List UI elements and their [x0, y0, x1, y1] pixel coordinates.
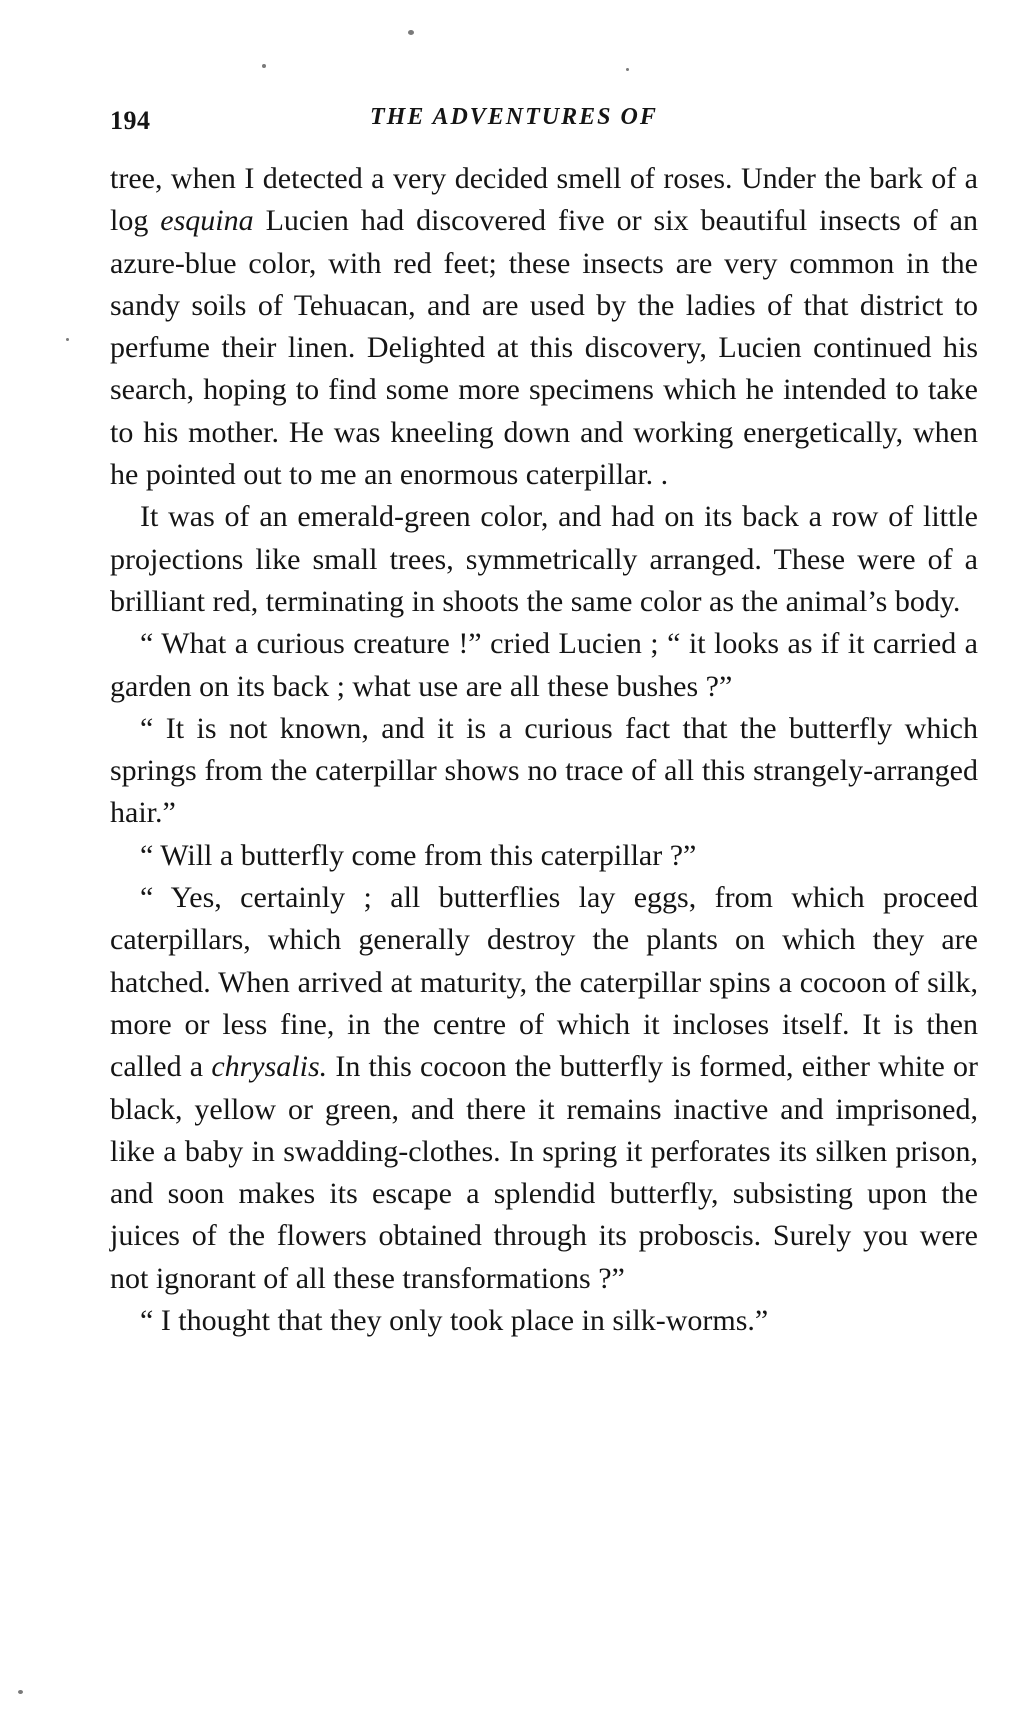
paragraph — [110, 158, 978, 496]
text-segment: “ Yes, certainly ; all butterflies lay eggs, from which proceed caterpillars, which generally destroy the plants on which they are hatched. When arrived at maturity, the caterpillar spins a cocoon of silk, more or less fine, in the centre of which it incloses itself. It is then called a — [110, 881, 978, 1084]
italic-term-chrysalis: chrysalis. — [211, 1050, 328, 1084]
text-segment: It was of an emerald-green color, and had on its back a row of little projections like small trees, symmetrically arranged. These were of a brilliant red, terminating in shoots the same color as the animal’s body. — [110, 500, 978, 618]
scan-speck — [262, 64, 266, 68]
text-segment: “ Will a butterfly come from this caterpillar ?” — [140, 838, 697, 872]
scan-speck — [626, 68, 629, 71]
running-title: THE ADVENTURES OF — [370, 104, 658, 130]
text-segment: “ It is not known, and it is a curious fact that the butterfly which springs from the caterpillar shows no trace of all this strangely-arranged hair.” — [110, 711, 978, 830]
paragraph — [110, 623, 978, 708]
paragraph — [110, 835, 978, 877]
page-number: 194 — [110, 106, 151, 135]
text-segment: Lucien had discovered five or six beautiful insects of an azure-blue color, with red feet; these insects are very common in the sandy soils of Tehuacan, and are used by the ladies of that district to perfume their linen. Delighted at this discovery, Lucien continued his search, hoping to find some more specimens which he intended to take to his mother. He was kneeling down and working energetically, when he pointed out to me an enormous caterpillar. . — [110, 204, 978, 492]
scan-speck — [66, 338, 69, 341]
text-segment: In this cocoon the butterfly is formed, either white or black, yellow or green, and there it remains inactive and imprisoned, like a baby in swadding-clothes. In spring it perforates its silken prison, and soon makes its escape a splendid butterfly, subsisting upon the juices of the flowers obtained through its proboscis. Surely you were not ignorant of all these transformations ?” — [110, 1050, 978, 1295]
body-text — [110, 158, 978, 1342]
page-header — [110, 98, 980, 138]
scan-speck — [408, 30, 414, 35]
scan-speck — [18, 1690, 23, 1694]
text-segment: tree, when I detected a very decided smell of roses. Under the bark of a log — [110, 162, 978, 238]
paragraph — [110, 1300, 978, 1342]
text-segment: “ I thought that they only took place in silk-worms.” — [140, 1304, 769, 1338]
paragraph — [110, 708, 978, 835]
italic-term-esquina: esquina — [160, 204, 254, 238]
paragraph — [110, 877, 978, 1300]
paragraph — [110, 496, 978, 623]
text-segment: “ What a curious creature !” cried Lucien ; “ it looks as if it carried a garden on its back ; what use are all these bushes ?” — [110, 627, 978, 703]
